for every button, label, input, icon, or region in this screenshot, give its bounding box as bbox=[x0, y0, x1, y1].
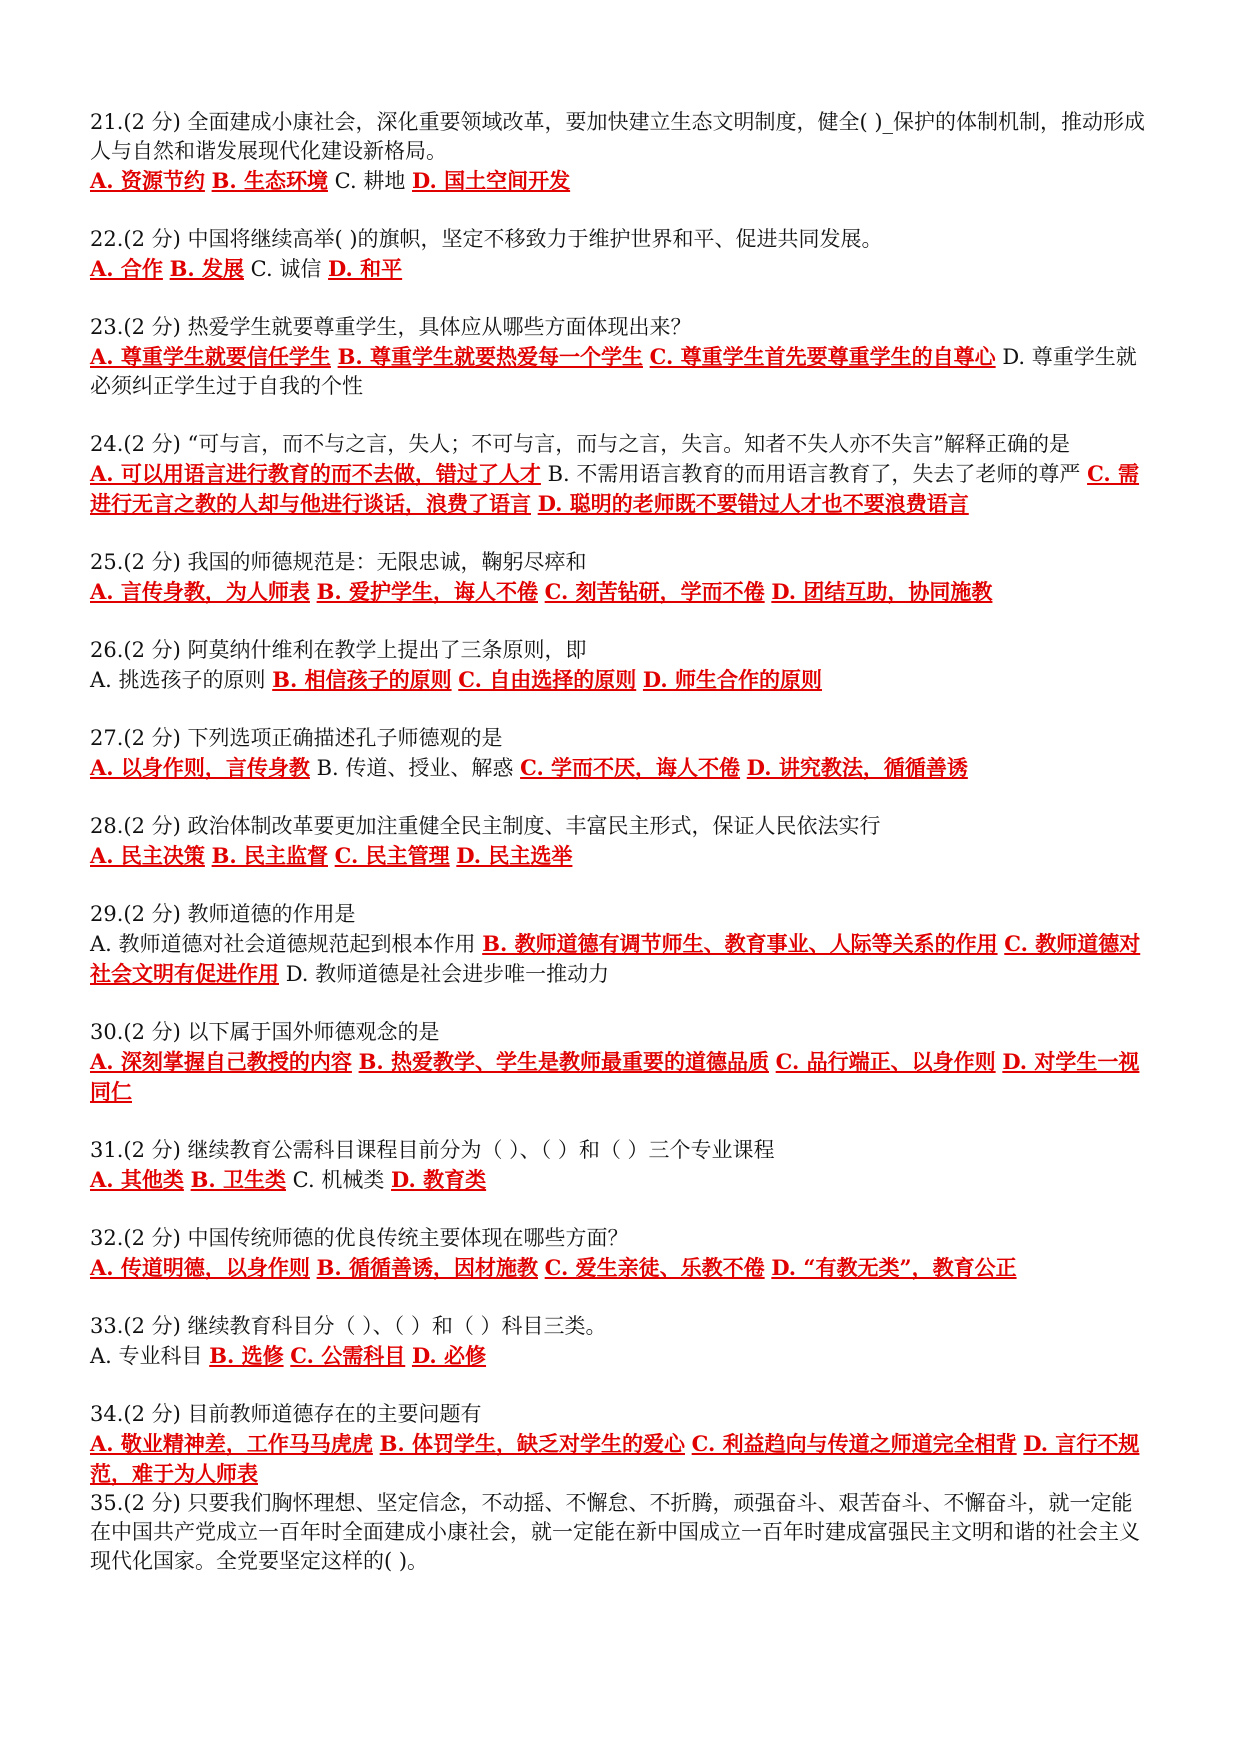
question-stem: 32.(2 分) 中国传统师德的优良传统主要体现在哪些方面？ bbox=[90, 1226, 629, 1250]
question-stem: 21.(2 分) 全面建成小康社会，深化重要领域改革，要加快建立生态文明制度，健全( )_保护的体制机制，推动形成人与自然和谐发展现代化建设新格局。 bbox=[90, 110, 1146, 163]
answer-option: C. 诚信 bbox=[250, 257, 322, 281]
question-item bbox=[90, 900, 1150, 989]
answer-option-correct: D. 必修 bbox=[411, 1343, 487, 1368]
question-item bbox=[90, 225, 1150, 284]
answer-option: D. 教师道德是社会进步唯一推动力 bbox=[285, 962, 610, 986]
question-item bbox=[90, 430, 1150, 519]
answer-option-correct: D. 师生合作的原则 bbox=[642, 667, 823, 692]
answer-option-correct: C. 品行端正、以身作则 bbox=[775, 1049, 996, 1074]
question-stem: 23.(2 分) 热爱学生就要尊重学生，具体应从哪些方面体现出来？ bbox=[90, 315, 692, 339]
answer-option-correct: A. 其他类 bbox=[90, 1167, 184, 1192]
question-stem: 35.(2 分) 只要我们胸怀理想、坚定信念，不动摇、不懈怠、不折腾，顽强奋斗、艰苦奋斗、不懈奋斗，就一定能在中国共产党成立一百年时全面建成小康社会，就一定能在新中国成立一百年时建成富强民主文明和谐的社会主义现代化国家。全党要坚定这样的( )。 bbox=[90, 1491, 1140, 1573]
answer-option-correct: B. 循循善诱，因材施教 bbox=[316, 1255, 538, 1280]
answer-option: B. 不需用语言教育的而用语言教育了，失去了老师的尊严 bbox=[547, 462, 1081, 486]
answer-option-correct: B. 热爱教学、学生是教师最重要的道德品质 bbox=[358, 1049, 769, 1074]
answer-option-correct: D. 国土空间开发 bbox=[412, 168, 571, 193]
question-options bbox=[90, 929, 1150, 989]
answer-option-correct: B. 民主监督 bbox=[211, 843, 328, 868]
question-item bbox=[90, 1224, 1150, 1283]
question-stem: 22.(2 分) 中国将继续高举( )的旗帜，坚定不移致力于维护世界和平、促进共同发展。 bbox=[90, 227, 883, 251]
answer-option-correct: A. 尊重学生就要信任学生 bbox=[90, 344, 331, 369]
answer-option: D. 尊重学生就必须纠正学生过于自我的个性 bbox=[90, 345, 1137, 398]
question-options bbox=[90, 342, 1150, 401]
answer-option-correct: A. 敬业精神差，工作马马虎虎 bbox=[90, 1431, 373, 1456]
question-options bbox=[90, 841, 1150, 871]
question-options bbox=[90, 665, 1150, 695]
answer-option-correct: C. 学而不厌，诲人不倦 bbox=[520, 755, 741, 780]
answer-option-correct: A. 合作 bbox=[90, 256, 163, 281]
question-stem: 30.(2 分) 以下属于国外师德观念的是 bbox=[90, 1020, 440, 1044]
answer-option-correct: A. 深刻掌握自己教授的内容 bbox=[90, 1049, 352, 1074]
question-options bbox=[90, 1165, 1150, 1195]
answer-option-correct: D. 讲究教法，循循善诱 bbox=[746, 755, 968, 780]
question-item bbox=[90, 548, 1150, 607]
question-list bbox=[90, 108, 1150, 1605]
question-stem: 29.(2 分) 教师道德的作用是 bbox=[90, 902, 356, 926]
question-stem: 31.(2 分) 继续教育公需科目课程目前分为（ ）、（ ）和（ ）三个专业课程 bbox=[90, 1138, 775, 1162]
question-item bbox=[90, 636, 1150, 695]
question-options bbox=[90, 753, 1150, 783]
answer-option-correct: A. 可以用语言进行教育的而不去做，错过了人才 bbox=[90, 461, 541, 486]
answer-option-correct: C. 民主管理 bbox=[334, 843, 450, 868]
answer-option: A. 挑选孩子的原则 bbox=[90, 668, 266, 692]
answer-option-correct: B. 生态环境 bbox=[211, 168, 328, 193]
question-item bbox=[90, 108, 1150, 196]
answer-option-correct: C. 自由选择的原则 bbox=[458, 667, 637, 692]
answer-option-correct: D. 教育类 bbox=[391, 1167, 487, 1192]
answer-option-correct: D. 对学生一视同仁 bbox=[90, 1049, 1140, 1104]
question-stem: 27.(2 分) 下列选项正确描述孔子师德观的是 bbox=[90, 726, 503, 750]
question-options bbox=[90, 577, 1150, 607]
answer-option-correct: A. 民主决策 bbox=[90, 843, 205, 868]
question-options bbox=[90, 459, 1150, 519]
question-options bbox=[90, 1429, 1150, 1489]
question-item bbox=[90, 1136, 1150, 1195]
answer-option: C. 机械类 bbox=[292, 1168, 385, 1192]
answer-option-correct: B. 选修 bbox=[209, 1343, 284, 1368]
answer-option-correct: B. 相信孩子的原则 bbox=[272, 667, 452, 692]
answer-option-correct: A. 言传身教，为人师表 bbox=[90, 579, 310, 604]
question-item bbox=[90, 1018, 1150, 1107]
question-stem: 25.(2 分) 我国的师德规范是：无限忠诚，鞠躬尽瘁和 bbox=[90, 550, 587, 574]
answer-option-correct: B. 卫生类 bbox=[190, 1167, 286, 1192]
question-stem: 33.(2 分) 继续教育科目分（ ）、（ ）和（ ）科目三类。 bbox=[90, 1314, 607, 1338]
answer-option-correct: D. 民主选举 bbox=[456, 843, 573, 868]
answer-option-correct: C. 爱生亲徒、乐教不倦 bbox=[544, 1255, 765, 1280]
question-item bbox=[90, 1400, 1150, 1489]
answer-option: C. 耕地 bbox=[334, 169, 406, 193]
question-options bbox=[90, 1253, 1150, 1283]
question-item bbox=[90, 313, 1150, 401]
answer-option-correct: B. 发展 bbox=[169, 256, 244, 281]
answer-option-correct: D. 聪明的老师既不要错过人才也不要浪费语言 bbox=[537, 491, 969, 516]
answer-option-correct: C. 教师道德对社会文明有促进作用 bbox=[90, 931, 1141, 986]
question-options bbox=[90, 254, 1150, 284]
answer-option-correct: A. 资源节约 bbox=[90, 168, 205, 193]
question-item bbox=[90, 1489, 1150, 1576]
answer-option-correct: D. 和平 bbox=[328, 256, 403, 281]
answer-option-correct: C. 尊重学生首先要尊重学生的自尊心 bbox=[649, 344, 996, 369]
answer-option-correct: C. 公需科目 bbox=[290, 1343, 406, 1368]
question-stem: 24.(2 分) “可与言，而不与之言，失人；不可与言，而与之言，失言。知者不失人亦不失言”解释正确的是 bbox=[90, 432, 1070, 456]
answer-option-correct: B. 体罚学生，缺乏对学生的爱心 bbox=[379, 1431, 685, 1456]
answer-option-correct: D. 言行不规范，难于为人师表 bbox=[90, 1431, 1140, 1486]
answer-option-correct: D. “有教无类”，教育公正 bbox=[771, 1255, 1017, 1280]
answer-option-correct: C. 需进行无言之教的人却与他进行谈话，浪费了语言 bbox=[90, 461, 1140, 516]
answer-option-correct: C. 刻苦钻研，学而不倦 bbox=[544, 579, 765, 604]
question-options bbox=[90, 166, 1150, 196]
answer-option-correct: B. 爱护学生，诲人不倦 bbox=[316, 579, 538, 604]
answer-option-correct: B. 教师道德有调节师生、教育事业、人际等关系的作用 bbox=[482, 931, 998, 956]
question-options bbox=[90, 1047, 1150, 1107]
question-stem: 28.(2 分) 政治体制改革要更加注重健全民主制度、丰富民主形式，保证人民依法实行 bbox=[90, 814, 881, 838]
question-item bbox=[90, 724, 1150, 783]
question-options bbox=[90, 1341, 1150, 1371]
question-stem: 26.(2 分) 阿莫纳什维利在教学上提出了三条原则，即 bbox=[90, 638, 587, 662]
answer-option-correct: A. 传道明德，以身作则 bbox=[90, 1255, 310, 1280]
question-stem: 34.(2 分) 目前教师道德存在的主要问题有 bbox=[90, 1402, 482, 1426]
question-item bbox=[90, 1312, 1150, 1371]
question-item bbox=[90, 812, 1150, 871]
answer-option: A. 专业科目 bbox=[90, 1344, 203, 1368]
answer-option: B. 传道、授业、解惑 bbox=[316, 756, 514, 780]
answer-option-correct: A. 以身作则，言传身教 bbox=[90, 755, 310, 780]
answer-option: A. 教师道德对社会道德规范起到根本作用 bbox=[90, 932, 476, 956]
answer-option-correct: B. 尊重学生就要热爱每一个学生 bbox=[337, 344, 643, 369]
answer-option-correct: C. 利益趋向与传道之师道完全相背 bbox=[691, 1431, 1017, 1456]
answer-option-correct: D. 团结互助，协同施教 bbox=[771, 579, 993, 604]
